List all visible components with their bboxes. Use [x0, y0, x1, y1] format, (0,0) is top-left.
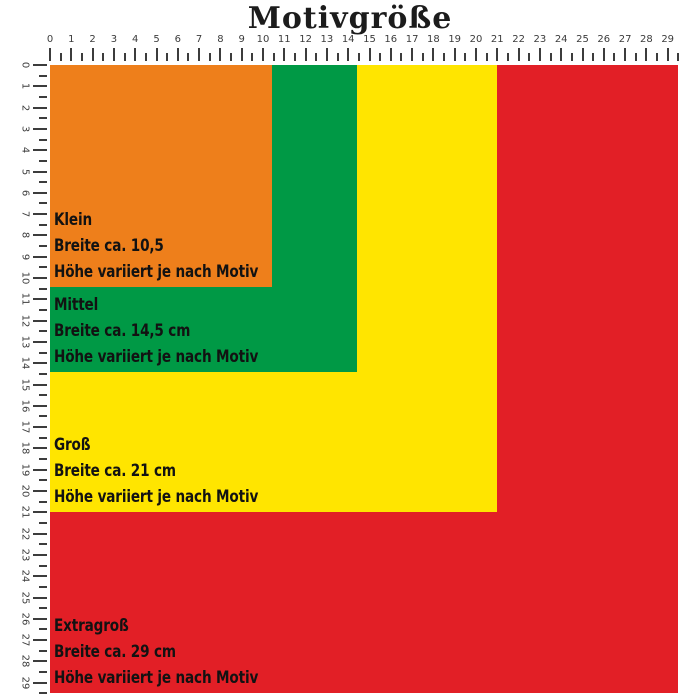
ruler-tick-minor — [528, 53, 530, 61]
ruler-number: 12 — [19, 314, 31, 327]
ruler-number: 2 — [89, 34, 96, 45]
ruler-number: 8 — [217, 34, 224, 45]
ruler-tick-major — [33, 639, 47, 641]
ruler-tick-minor — [39, 352, 47, 354]
ruler-tick-minor — [656, 53, 658, 61]
ruler-number: 18 — [19, 442, 31, 455]
ruler-tick-major — [33, 256, 47, 258]
ruler-number: 25 — [19, 591, 31, 604]
ruler-tick-major — [33, 554, 47, 556]
ruler-tick-minor — [39, 96, 47, 98]
ruler-tick-minor — [39, 288, 47, 290]
ruler-number: 1 — [19, 83, 31, 90]
ruler-tick-minor — [124, 53, 126, 61]
size-name: Mittel — [54, 295, 99, 315]
ruler-number: 25 — [576, 34, 589, 45]
ruler-tick-major — [539, 48, 541, 61]
ruler-number: 4 — [132, 34, 139, 45]
ruler-tick-minor — [39, 266, 47, 268]
ruler-number: 8 — [19, 232, 31, 239]
ruler-tick-major — [33, 447, 47, 449]
ruler-tick-major — [33, 511, 47, 513]
ruler-tick-major — [33, 362, 47, 364]
ruler-tick-minor — [443, 53, 445, 61]
ruler-number: 1 — [68, 34, 75, 45]
ruler-number: 4 — [19, 147, 31, 154]
ruler-number: 19 — [19, 463, 31, 477]
ruler-tick-minor — [400, 53, 402, 61]
ruler-tick-minor — [39, 394, 47, 396]
ruler-tick-major — [326, 48, 328, 61]
ruler-tick-major — [33, 171, 47, 173]
ruler-tick-major — [33, 597, 47, 599]
ruler-tick-minor — [39, 75, 47, 77]
size-height-note: Höhe variiert je nach Motiv — [54, 487, 259, 507]
ruler-number: 9 — [238, 34, 245, 45]
ruler-number: 21 — [19, 505, 31, 519]
ruler-tick-minor — [81, 53, 83, 61]
ruler-tick-minor — [39, 522, 47, 524]
ruler-tick-major — [33, 234, 47, 236]
ruler-tick-minor — [39, 117, 47, 119]
ruler-tick-minor — [39, 501, 47, 503]
ruler-number: 7 — [19, 210, 31, 218]
ruler-tick-major — [33, 277, 47, 279]
ruler-tick-minor — [635, 53, 637, 61]
ruler-tick-major — [33, 469, 47, 471]
ruler-tick-minor — [39, 458, 47, 460]
ruler-tick-minor — [358, 53, 360, 61]
ruler-number: 10 — [256, 34, 270, 45]
ruler-number: 24 — [554, 34, 568, 45]
ruler-tick-major — [518, 48, 520, 61]
ruler-number: 13 — [320, 34, 334, 45]
ruler-tick-minor — [613, 53, 615, 61]
ruler-tick-major — [33, 341, 47, 343]
ruler-tick-major — [49, 48, 51, 61]
page-title: Motivgröße — [247, 1, 453, 36]
ruler-number: 29 — [19, 676, 31, 690]
ruler-number: 0 — [46, 34, 54, 45]
ruler-number: 29 — [661, 34, 675, 45]
ruler-tick-major — [667, 48, 669, 61]
ruler-tick-major — [113, 48, 115, 61]
ruler-tick-minor — [145, 53, 147, 61]
ruler-tick-minor — [39, 479, 47, 481]
ruler-tick-minor — [39, 224, 47, 226]
size-name: Groß — [54, 435, 91, 455]
ruler-tick-minor — [39, 607, 47, 609]
ruler-tick-minor — [251, 53, 253, 61]
ruler-tick-minor — [39, 373, 47, 375]
ruler-tick-minor — [39, 330, 47, 332]
size-label-block — [50, 613, 258, 693]
ruler-number: 20 — [19, 484, 31, 498]
ruler-number: 14 — [341, 34, 355, 45]
ruler-tick-major — [33, 85, 47, 87]
ruler-tick-minor — [39, 181, 47, 183]
ruler-tick-minor — [39, 139, 47, 141]
size-height-note: Höhe variiert je nach Motiv — [54, 347, 259, 367]
ruler-number: 3 — [110, 34, 118, 45]
ruler-tick-major — [347, 48, 349, 61]
ruler-tick-minor — [230, 53, 232, 61]
ruler-number: 26 — [597, 34, 611, 45]
ruler-tick-major — [33, 192, 47, 194]
ruler-number: 11 — [19, 292, 31, 306]
ruler-tick-major — [603, 48, 605, 61]
ruler-tick-major — [33, 426, 47, 428]
ruler-tick-major — [475, 48, 477, 61]
ruler-tick-minor — [315, 53, 317, 61]
ruler-tick-major — [219, 48, 221, 61]
ruler-tick-minor — [39, 309, 47, 311]
ruler-tick-minor — [39, 160, 47, 162]
ruler-tick-major — [262, 48, 264, 61]
size-width-label: Breite ca. 10,5 — [54, 236, 164, 256]
ruler-tick-minor — [102, 53, 104, 61]
ruler-tick-major — [33, 64, 47, 66]
ruler-number: 22 — [512, 34, 525, 45]
ruler-number: 2 — [19, 104, 31, 111]
ruler-tick-major — [33, 298, 47, 300]
ruler-tick-minor — [507, 53, 509, 61]
ruler-tick-minor — [677, 53, 679, 61]
size-height-note: Höhe variiert je nach Motiv — [54, 668, 259, 688]
ruler-number: 3 — [19, 125, 31, 133]
ruler-tick-minor — [39, 628, 47, 630]
ruler-tick-minor — [187, 53, 189, 61]
ruler-tick-major — [369, 48, 371, 61]
ruler-number: 23 — [19, 548, 31, 562]
ruler-tick-minor — [39, 245, 47, 247]
ruler-number: 27 — [618, 34, 632, 45]
ruler-tick-major — [283, 48, 285, 61]
ruler-tick-minor — [60, 53, 62, 61]
size-name: Klein — [54, 210, 92, 230]
ruler-number: 9 — [19, 253, 31, 260]
ruler-number: 5 — [153, 34, 160, 45]
ruler-tick-minor — [209, 53, 211, 61]
ruler-number: 24 — [19, 569, 31, 583]
ruler-number: 17 — [19, 420, 31, 434]
ruler-number: 21 — [490, 34, 504, 45]
ruler-tick-minor — [464, 53, 466, 61]
size-label-block — [50, 432, 258, 512]
size-name: Extragroß — [54, 616, 129, 636]
ruler-tick-minor — [273, 53, 275, 61]
ruler-tick-minor — [39, 543, 47, 545]
size-height-note: Höhe variiert je nach Motiv — [54, 262, 259, 282]
ruler-tick-minor — [166, 53, 168, 61]
size-rect-klein — [50, 65, 272, 287]
ruler-tick-minor — [550, 53, 552, 61]
ruler-number: 27 — [19, 633, 31, 647]
ruler-tick-minor — [592, 53, 594, 61]
ruler-tick-major — [33, 618, 47, 620]
ruler-number: 15 — [19, 378, 31, 391]
ruler-tick-minor — [39, 692, 47, 694]
ruler-tick-minor — [422, 53, 424, 61]
ruler-tick-minor — [486, 53, 488, 61]
ruler-tick-minor — [39, 586, 47, 588]
ruler-tick-major — [560, 48, 562, 61]
ruler-tick-minor — [337, 53, 339, 61]
ruler-tick-major — [624, 48, 626, 61]
ruler-number: 20 — [469, 34, 483, 45]
ruler-tick-minor — [571, 53, 573, 61]
ruler-tick-major — [305, 48, 307, 61]
ruler-tick-major — [454, 48, 456, 61]
ruler-tick-minor — [39, 650, 47, 652]
ruler-tick-minor — [39, 437, 47, 439]
ruler-tick-major — [177, 48, 179, 61]
ruler-tick-major — [134, 48, 136, 61]
ruler-number: 22 — [19, 527, 31, 540]
ruler-tick-major — [411, 48, 413, 61]
ruler-number: 7 — [195, 34, 203, 45]
ruler-tick-minor — [379, 53, 381, 61]
ruler-tick-major — [432, 48, 434, 61]
ruler-tick-minor — [39, 565, 47, 567]
ruler-tick-major — [33, 405, 47, 407]
ruler-tick-major — [33, 490, 47, 492]
ruler-number: 15 — [363, 34, 376, 45]
size-width-label: Breite ca. 14,5 cm — [54, 321, 191, 341]
ruler-tick-major — [70, 48, 72, 61]
ruler-tick-major — [496, 48, 498, 61]
ruler-number: 28 — [19, 655, 31, 668]
ruler-number: 16 — [19, 399, 31, 413]
ruler-number: 10 — [19, 271, 31, 285]
ruler-number: 6 — [174, 34, 181, 45]
ruler-number: 26 — [19, 612, 31, 626]
ruler-tick-major — [582, 48, 584, 61]
ruler-number: 14 — [19, 356, 31, 370]
ruler-tick-major — [33, 149, 47, 151]
ruler-number: 0 — [19, 61, 31, 69]
ruler-tick-minor — [294, 53, 296, 61]
ruler-tick-major — [33, 660, 47, 662]
ruler-tick-minor — [39, 202, 47, 204]
ruler-tick-major — [33, 384, 47, 386]
ruler-number: 12 — [299, 34, 312, 45]
ruler-number: 11 — [277, 34, 291, 45]
ruler-tick-major — [33, 213, 47, 215]
ruler-tick-major — [33, 575, 47, 577]
ruler-tick-major — [33, 533, 47, 535]
ruler-number: 19 — [448, 34, 462, 45]
ruler-tick-minor — [39, 415, 47, 417]
ruler-tick-major — [198, 48, 200, 61]
ruler-tick-major — [92, 48, 94, 61]
ruler-tick-major — [156, 48, 158, 61]
ruler-number: 16 — [384, 34, 398, 45]
ruler-number: 13 — [19, 335, 31, 349]
ruler-number: 23 — [533, 34, 547, 45]
ruler-tick-major — [33, 682, 47, 684]
ruler-number: 5 — [19, 168, 31, 175]
ruler-number: 18 — [427, 34, 440, 45]
ruler-tick-major — [33, 128, 47, 130]
size-width-label: Breite ca. 29 cm — [54, 642, 176, 662]
ruler-number: 28 — [640, 34, 653, 45]
size-width-label: Breite ca. 21 cm — [54, 461, 176, 481]
ruler-number: 17 — [405, 34, 419, 45]
ruler-tick-major — [33, 320, 47, 322]
ruler-tick-major — [241, 48, 243, 61]
ruler-tick-major — [390, 48, 392, 61]
ruler-tick-minor — [39, 671, 47, 673]
size-label-block — [50, 292, 258, 372]
size-label-block — [50, 207, 258, 287]
ruler-tick-major — [33, 107, 47, 109]
ruler-tick-major — [645, 48, 647, 61]
ruler-number: 6 — [19, 189, 31, 196]
